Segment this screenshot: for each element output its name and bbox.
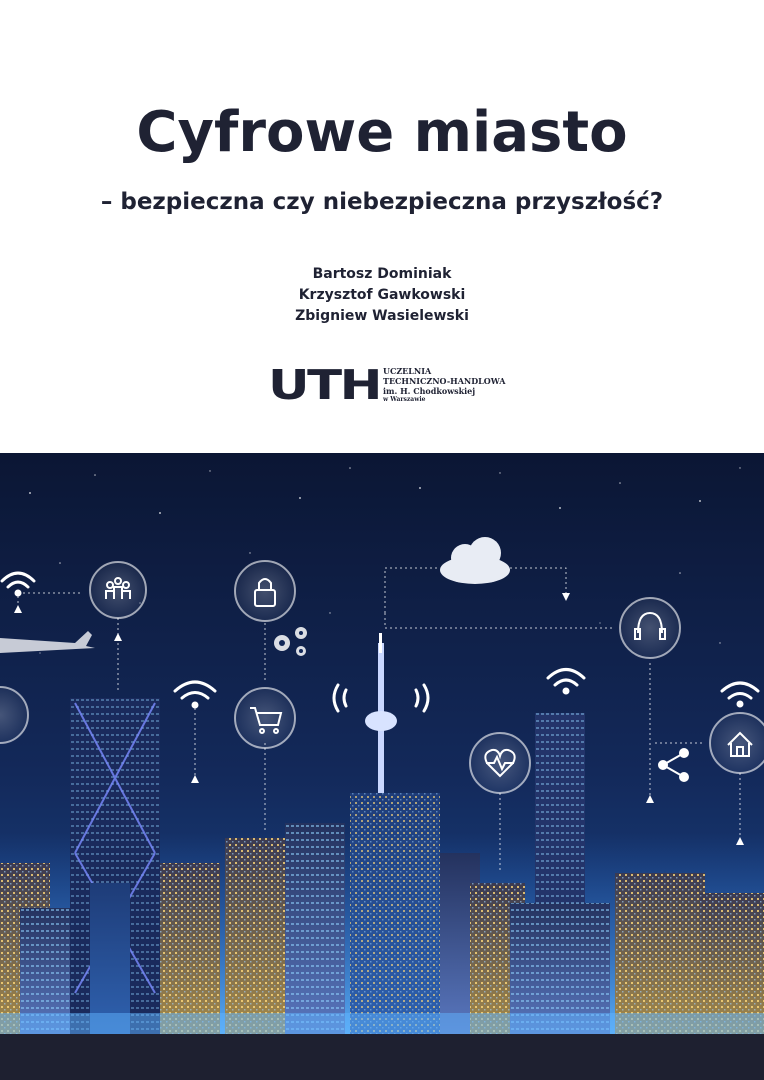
logo-line: w Warszawie: [383, 396, 426, 403]
author-list: [0, 264, 764, 327]
people-icon: [90, 562, 146, 618]
book-subtitle: – bezpieczna czy niebezpieczna przyszłość?: [100, 189, 664, 215]
smart-city-illustration: [0, 453, 764, 1035]
logo-line: UCZELNIA: [383, 366, 432, 376]
author-name: Bartosz Dominiak: [312, 266, 452, 282]
logo-line: TECHNICZNO-HANDLOWA: [383, 376, 506, 386]
logo-mark: UTH: [268, 361, 380, 409]
bottom-bar: [0, 1034, 764, 1080]
shopping-cart-icon: [235, 688, 295, 748]
publisher-logo: [268, 361, 506, 409]
logo-line: im. H. Chodkowskiej: [383, 386, 476, 396]
book-title: Cyfrowe miasto: [136, 100, 628, 165]
author-name: Zbigniew Wasielewski: [295, 308, 469, 324]
headset-icon: [620, 598, 680, 658]
home-icon: [710, 713, 764, 773]
author-name: Krzysztof Gawkowski: [298, 287, 466, 303]
